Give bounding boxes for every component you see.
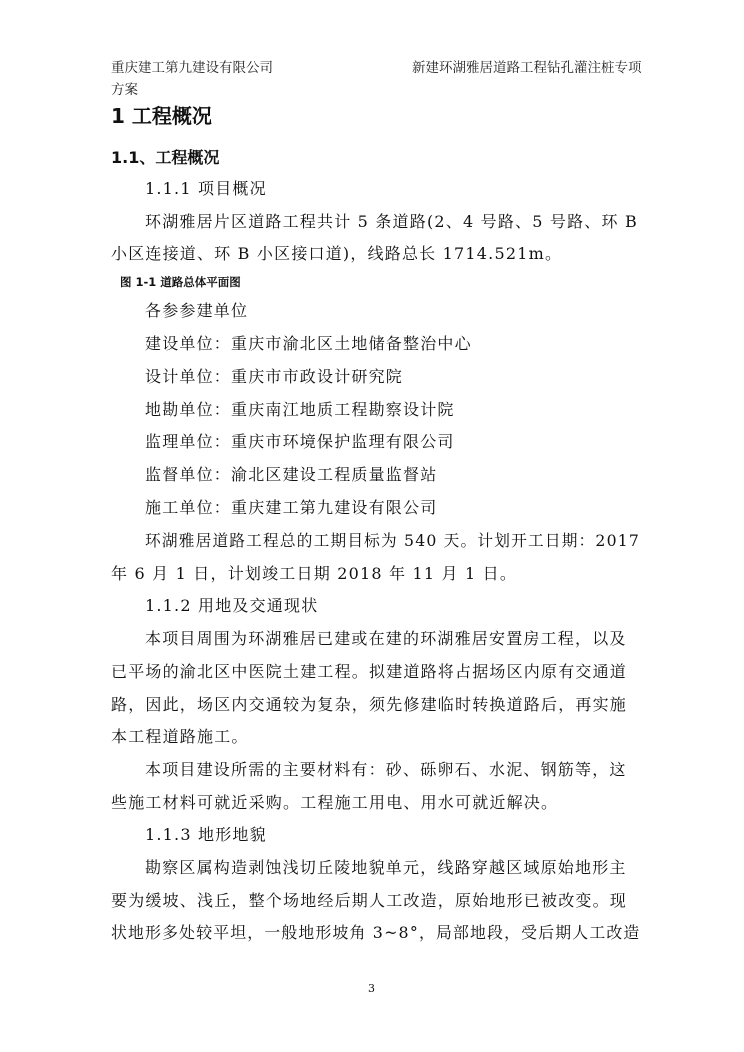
unit-line: 建设单位：重庆市渝北区土地储备整治中心 xyxy=(145,334,472,353)
para-2-line: 本工程道路施工。 xyxy=(111,727,249,746)
figure-caption: 图 1-1 道路总体平面图 xyxy=(120,275,241,289)
unit-line: 监理单位：重庆市环境保护监理有限公司 xyxy=(145,432,455,451)
section-title: 1.1、工程概况 xyxy=(111,148,220,167)
page-number: 3 xyxy=(368,982,375,995)
schedule-line: 环湖雅居道路工程总的工期目标为 540 天。计划开工日期：2017 xyxy=(145,531,641,550)
para-2-line: 本项目周围为环湖雅居已建或在建的环湖雅居安置房工程，以及 xyxy=(145,629,627,648)
para-3-line: 本项目建设所需的主要材料有：砂、砾卵石、水泥、钢筋等，这 xyxy=(145,760,627,779)
para-3-line: 些施工材料可就近采购。工程施工用电、用水可就近解决。 xyxy=(111,793,559,812)
para-4-line: 要为缓坡、浅丘，整个场地经后期人工改造，原始地形已被改变。现 xyxy=(111,891,628,910)
unit-line: 监督单位：渝北区建设工程质量监督站 xyxy=(145,465,438,484)
unit-line: 设计单位：重庆市市政设计研究院 xyxy=(145,367,404,386)
header-company: 重庆建工第九建设有限公司 xyxy=(111,60,273,76)
unit-line: 地勘单位：重庆南江地质工程勘察设计院 xyxy=(145,400,455,419)
subsection-title-1: 1.1.1 项目概况 xyxy=(145,179,267,198)
schedule-line: 年 6 月 1 日，计划竣工日期 2018 年 11 月 1 日。 xyxy=(111,564,518,583)
unit-line: 施工单位：重庆建工第九建设有限公司 xyxy=(145,498,438,517)
header-doc-title-cont: 方案 xyxy=(111,82,138,98)
units-heading: 各参参建单位 xyxy=(145,301,249,320)
para-1-line: 小区连接道、环 B 小区接口道)，线路总长 1714.521m。 xyxy=(111,244,563,263)
subsection-title-2: 1.1.2 用地及交通现状 xyxy=(145,596,319,615)
header-doc-title: 新建环湖雅居道路工程钻孔灌注桩专项 xyxy=(412,60,642,76)
subsection-title-3: 1.1.3 地形地貌 xyxy=(145,825,267,844)
para-4-line: 状地形多处较平坦，一般地形坡角 3~8°，局部地段，受后期人工改造 xyxy=(111,923,641,942)
para-2-line: 路，因此，场区内交通较为复杂，须先修建临时转换道路后，再实施 xyxy=(111,695,628,714)
para-2-line: 已平场的渝北区中医院土建工程。拟建道路将占据场区内原有交通道 xyxy=(111,662,628,681)
para-1-line: 环湖雅居片区道路工程共计 5 条道路(2、4 号路、5 号路、环 B xyxy=(145,212,638,231)
para-4-line: 勘察区属构造剥蚀浅切丘陵地貌单元，线路穿越区域原始地形主 xyxy=(145,858,627,877)
chapter-title: 1 工程概况 xyxy=(111,104,212,128)
